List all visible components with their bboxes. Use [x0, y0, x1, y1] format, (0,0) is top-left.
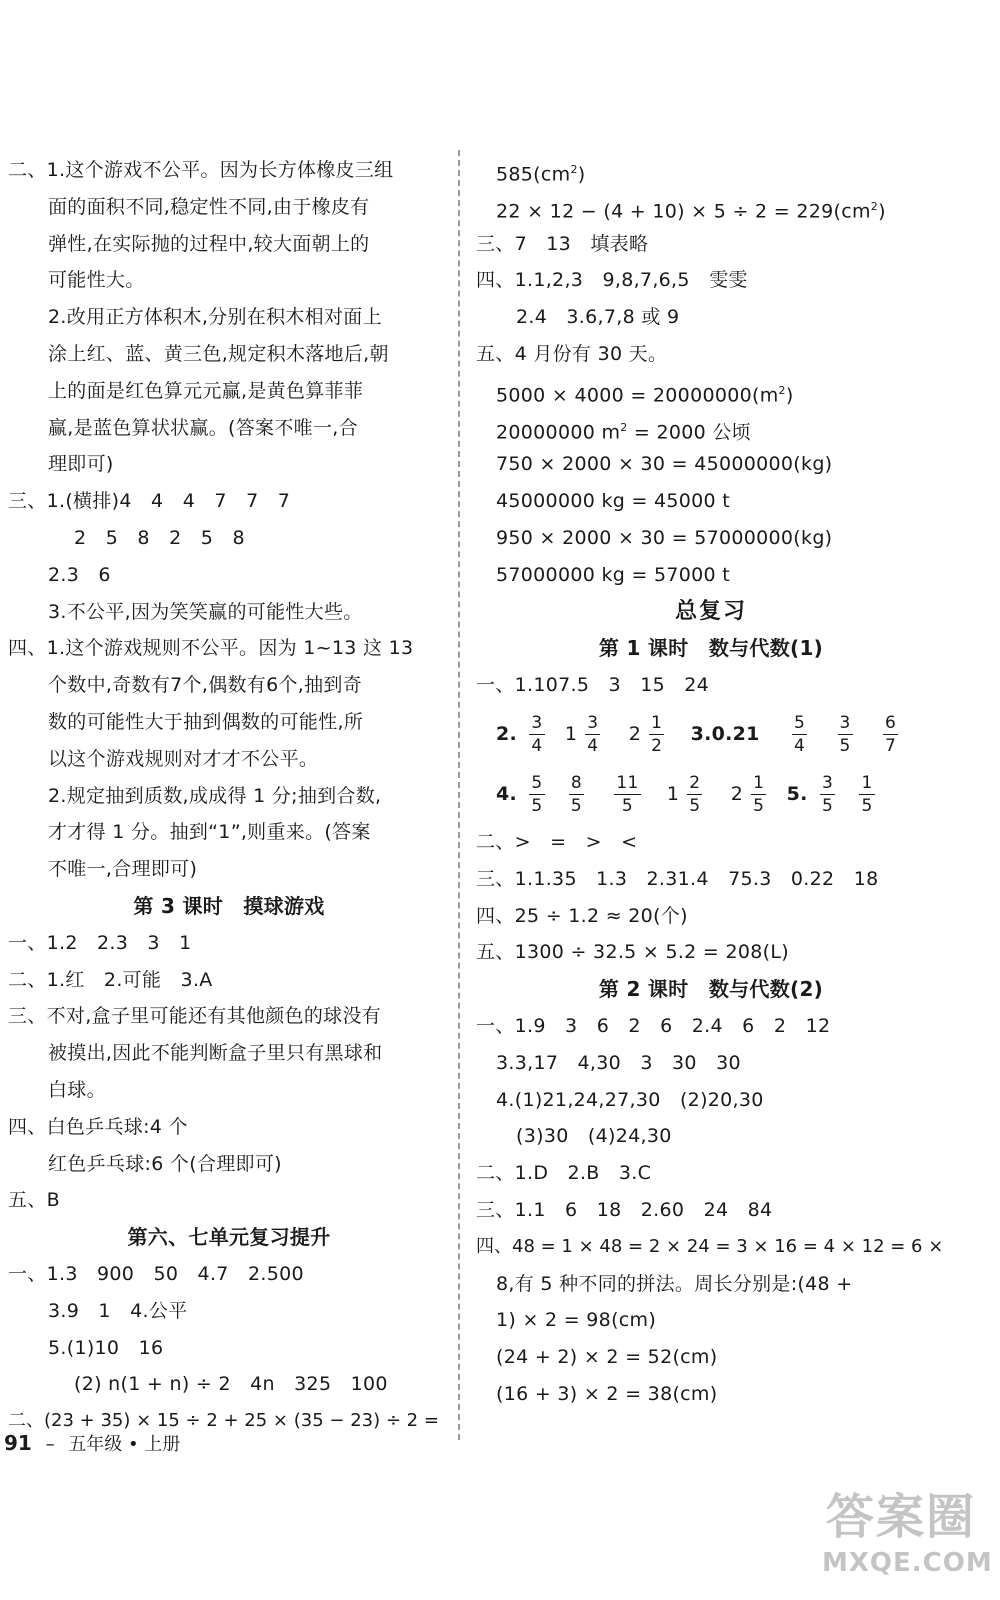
- text-line: 被摸出,因此不能判断盒子里只有黑球和: [48, 1042, 383, 1065]
- text-line: 以这个游戏规则对才才不公平。: [48, 747, 319, 770]
- text-line: 才才得 1 分。抽到“1”,则重来。(答案: [48, 821, 371, 844]
- text-line: 3.9 1 4.公平: [48, 1299, 188, 1322]
- watermark: [814, 1478, 993, 1588]
- fraction: $\frac{5}{4}$: [794, 712, 806, 756]
- text-line: (24 + 2) × 2 = 52(cm): [496, 1346, 718, 1369]
- text-line: 1) × 2 = 98(cm): [496, 1309, 657, 1332]
- text-line: 三、不对,盒子里可能还有其他颜色的球没有: [8, 1005, 382, 1028]
- text-line: (3)30 (4)24,30: [516, 1125, 672, 1148]
- text-segment: ): [785, 384, 794, 407]
- fraction: $\frac{3}{5}$: [822, 772, 834, 816]
- text-line: 四、1.这个游戏规则不公平。因为 1~13 这 13: [8, 637, 414, 660]
- mixed-number: 2 1 5: [730, 772, 765, 816]
- item-label: 4.: [496, 782, 518, 805]
- fraction: $\frac{8}{5}$: [570, 772, 582, 816]
- text-line: 3.3,17 4,30 3 30 30: [496, 1051, 741, 1074]
- text-line: 一、1.2 2.3 3 1: [8, 931, 192, 954]
- fraction: $\frac{5}{5}$: [531, 772, 543, 816]
- page-footer: [4, 1430, 180, 1456]
- footer-grade: 五年级 • 上册: [68, 1434, 181, 1455]
- text-line: 二、> = > <: [476, 830, 638, 853]
- text-segment: 22 × 12 − (4 + 10) × 5 ÷ 2 = 229(cm: [496, 200, 871, 223]
- text-line: 上的面是红色算元元赢,是黄色算菲菲: [48, 379, 364, 402]
- text-line: 不唯一,合理即可): [48, 858, 198, 881]
- text-line: 2.规定抽到质数,成成得 1 分;抽到合数,: [48, 784, 382, 807]
- text-line: (16 + 3) × 2 = 38(cm): [496, 1382, 718, 1405]
- fraction-line: [476, 764, 946, 824]
- watermark-logo-icon: 答案圈: [826, 1489, 977, 1545]
- text-line: 三、1.1.35 1.3 2.31.4 75.3 0.22 18: [476, 867, 879, 890]
- text-line: 5.(1)10 16: [48, 1336, 164, 1359]
- fraction: $\frac{6}{7}$: [884, 712, 897, 756]
- fraction: $\frac{3}{5}$: [839, 712, 851, 756]
- text-line: 8,有 5 种不同的拼法。周长分别是:(48 +: [496, 1272, 853, 1295]
- text-line: 白球。: [48, 1078, 106, 1101]
- text-line: 3.不公平,因为笑笑赢的可能性大些。: [48, 600, 363, 623]
- text-line: 个数中,奇数有7个,偶数有6个,抽到奇: [48, 674, 362, 697]
- page-number: 91: [4, 1431, 32, 1455]
- section-heading: 第 3 课时 摸球游戏: [133, 893, 325, 918]
- text-line: 45000000 kg = 45000 t: [496, 490, 731, 513]
- text-line: 四、48 = 1 × 48 = 2 × 24 = 3 × 16 = 4 × 12 = 6 ×: [476, 1235, 944, 1257]
- text-segment: ): [577, 163, 586, 186]
- item-label: 5.: [786, 782, 808, 805]
- text-line: 二、1.这个游戏不公平。因为长方体橡皮三组: [8, 159, 394, 181]
- text-line: 五、4 月份有 30 天。: [476, 342, 668, 365]
- text-line: 三、1.(横排)4 4 4 7 7 7: [8, 490, 291, 513]
- text-line: 一、1.9 3 6 2 6 2.4 6 2 12: [476, 1014, 831, 1037]
- text-segment: 5000 × 4000 = 20000000(m: [496, 384, 779, 407]
- text-line: 二、(23 + 35) × 15 ÷ 2 + 25 × (35 − 23) ÷ 2 =: [8, 1410, 439, 1432]
- text-line: [476, 373, 946, 410]
- watermark-url: MXQE.COM: [822, 1548, 993, 1578]
- section-heading: 第六、七单元复习提升: [127, 1225, 331, 1250]
- fraction: $\frac{11}{5}$: [616, 772, 639, 816]
- text-line: 三、1.1 6 18 2.60 24 84: [476, 1198, 773, 1221]
- footer-dash: –: [45, 1434, 55, 1455]
- section-heading: 总复习: [674, 598, 747, 624]
- text-line: 赢,是蓝色算状状赢。(答案不唯一,合: [48, 416, 358, 439]
- left-column: [8, 152, 450, 1440]
- text-line: 数的可能性大于抽到偶数的可能性,所: [48, 710, 364, 733]
- text-line: 一、1.3 900 50 4.7 2.500: [8, 1262, 304, 1285]
- text-line: 二、1.D 2.B 3.C: [476, 1162, 652, 1185]
- superscript: 2: [870, 199, 879, 213]
- fraction-line: [476, 704, 946, 764]
- superscript: 2: [778, 383, 786, 397]
- text-line: 面的面积不同,稳定性不同,由于橡皮有: [48, 195, 370, 218]
- mixed-number: 1 2 5: [666, 772, 701, 816]
- text-line: 一、1.107.5 3 15 24: [476, 674, 710, 697]
- text-line: 红色乒乓球:6 个(合理即可): [48, 1152, 282, 1175]
- text-line: [476, 189, 946, 226]
- section-heading: 第 2 课时 数与代数(2): [598, 977, 824, 1002]
- text-line: 涂上红、蓝、黄三色,规定积木落地后,朝: [48, 342, 389, 365]
- text-line: 理即可): [48, 453, 114, 476]
- text-line: 五、1300 ÷ 32.5 × 5.2 = 208(L): [476, 941, 789, 964]
- text-line: 四、25 ÷ 1.2 ≈ 20(个): [476, 904, 688, 927]
- text-line: (2) n(1 + n) ÷ 2 4n 325 100: [74, 1373, 388, 1396]
- text-segment: 585(cm: [496, 163, 571, 186]
- text-line: 57000000 kg = 57000 t: [496, 563, 731, 586]
- fraction: $\frac{1}{5}$: [861, 772, 873, 816]
- text-segment: 20000000 m: [496, 420, 621, 443]
- text-line: 2.改用正方体积木,分别在积木相对面上: [48, 306, 382, 329]
- text-line: [476, 152, 946, 189]
- text-line: 2.4 3.6,7,8 或 9: [516, 306, 680, 329]
- item-label: 2.: [496, 722, 518, 745]
- mixed-number: 1 3 4: [564, 712, 599, 756]
- text-line: 可能性大。: [48, 269, 145, 292]
- section-heading: 第 1 课时 数与代数(1): [598, 636, 824, 661]
- text-line: 三、7 13 填表略: [476, 232, 649, 255]
- text-line: 4.(1)21,24,27,30 (2)20,30: [496, 1088, 764, 1111]
- text-line: 750 × 2000 × 30 = 45000000(kg): [496, 453, 833, 476]
- text-line: 950 × 2000 × 30 = 57000000(kg): [496, 526, 833, 549]
- text-line: 五、B: [8, 1189, 60, 1212]
- text-line: 二、1.红 2.可能 3.A: [8, 968, 213, 991]
- text-segment: = 2000 公顷: [627, 420, 751, 443]
- superscript: 2: [570, 163, 578, 176]
- superscript: 2: [620, 420, 628, 434]
- text-segment: ): [878, 200, 886, 223]
- text-line: 弹性,在实际抛的过程中,较大面朝上的: [48, 232, 370, 255]
- text-line: [476, 410, 946, 447]
- text-line: 2.3 6: [48, 563, 111, 586]
- text-line: 四、1.1,2,3 9,8,7,6,5 雯雯: [476, 269, 748, 292]
- item-label: 3.0.21: [690, 722, 760, 745]
- fraction: $\frac{3}{4}$: [531, 712, 543, 756]
- text-line: 2 5 8 2 5 8: [74, 526, 245, 549]
- right-column: [476, 152, 946, 1413]
- text-line: 四、白色乒乓球:4 个: [8, 1115, 188, 1138]
- mixed-number: 2 1 2: [628, 712, 663, 756]
- column-divider: [458, 150, 460, 1440]
